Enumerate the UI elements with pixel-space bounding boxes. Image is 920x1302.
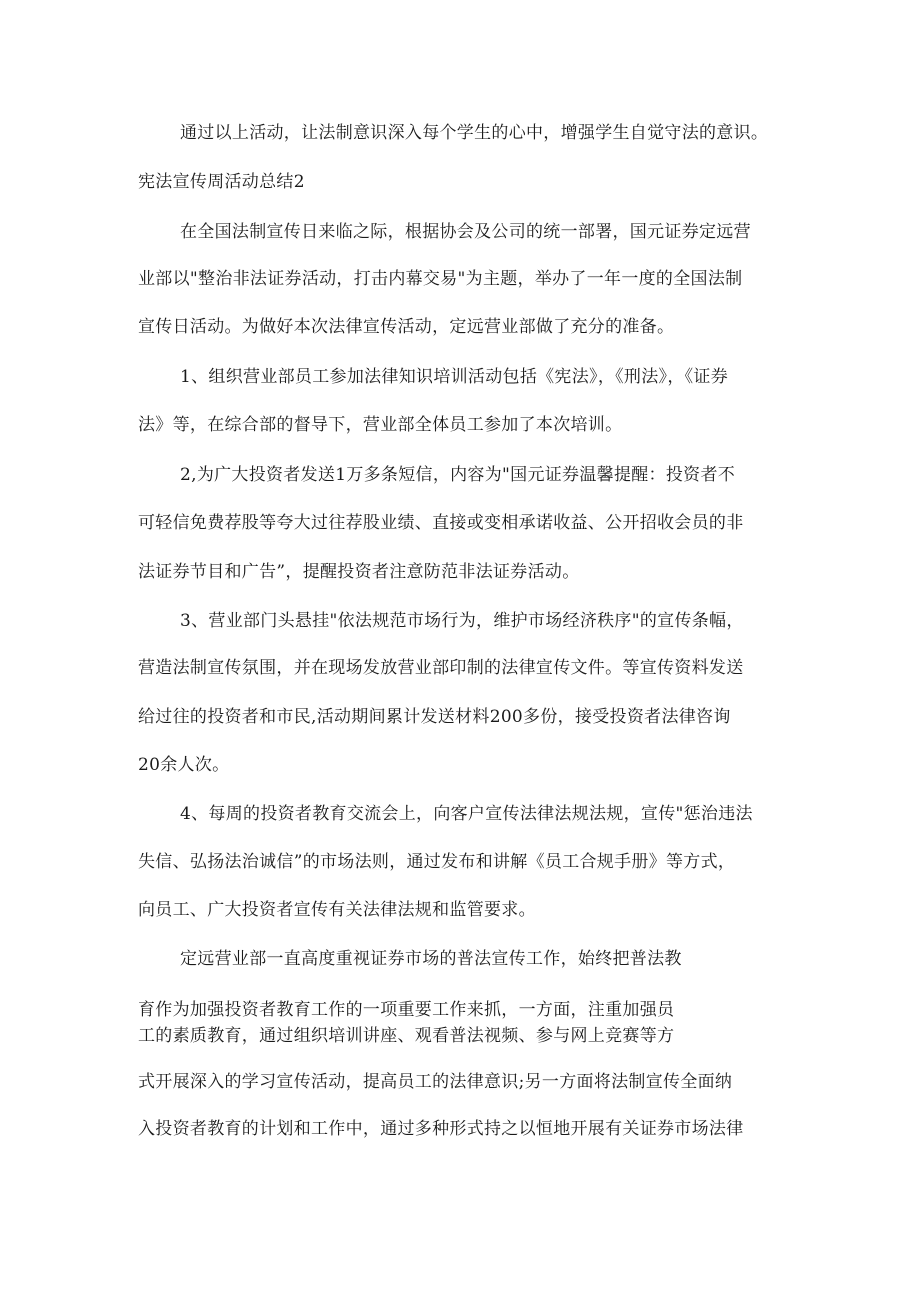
paragraph-line: 在全国法制宣传日来临之际，根据协会及公司的统一部署，国元证券定远营: [180, 222, 751, 242]
paragraph-line: 通过以上活动，让法制意识深入每个学生的心中，增强学生自觉守法的意识。: [180, 123, 769, 143]
paragraph-line: 定远营业部一直高度重视证券市场的普法宣传工作，始终把普法教: [180, 949, 682, 969]
paragraph-line: 1、组织营业部员工参加法律知识培训活动包括《宪法》，《刑法》，《证券: [180, 367, 729, 387]
paragraph-line: 给过往的投资者和市民,活动期间累计发送材料200多份，接受投资者法律咨询: [138, 707, 731, 727]
paragraph-line: 业部以"整治非法证券活动，打击内幕交易"为主题，举办了一年一度的全国法制: [138, 269, 743, 289]
paragraph-line: 失信、弘扬法治诚信”的市场法则，通过发布和讲解《员工合规手册》等方式，: [138, 852, 736, 872]
paragraph-line: 育作为加强投资者教育工作的一项重要工作来抓，一方面，注重加强员: [138, 1000, 675, 1020]
paragraph-line: 工的素质教育，通过组织培训讲座、观看普法视频、参与网上竞赛等方: [138, 1026, 675, 1046]
paragraph-line: 营造法制宣传氛围，并在现场发放营业部印制的法律宣传文件。等宣传资料发送: [138, 658, 744, 678]
paragraph-line: 法证券节目和广告”，提醒投资者注意防范非法证券活动。: [138, 562, 580, 582]
paragraph-line: 入投资者教育的计划和工作中，通过多种形式持之以恒地开展有关证券市场法律: [138, 1119, 744, 1139]
paragraph-line: 3、营业部门头悬挂"依法规范市场行为，维护市场经济秩序"的宣传条幅，: [180, 611, 744, 631]
paragraph-line: 向员工、广大投资者宣传有关法律法规和监管要求。: [138, 900, 536, 920]
paragraph-line: 20余人次。: [138, 755, 230, 775]
paragraph-line: 2,为广大投资者发送1万多条短信，内容为"国元证券温馨提醒：投资者不: [180, 465, 736, 485]
section-heading: 宪法宣传周活动总结2: [138, 172, 305, 192]
paragraph-line: 可轻信免费荐股等夸大过往荐股业绩、直接或变相承诺收益、公开招收会员的非: [138, 513, 744, 533]
paragraph-line: 宣传日活动。为做好本次法律宣传活动，定远营业部做了充分的准备。: [138, 317, 675, 337]
paragraph-line: 式开展深入的学习宣传活动，提高员工的法律意识;另一方面将法制宣传全面纳: [138, 1072, 733, 1092]
paragraph-line: 4、每周的投资者教育交流会上，向客户宣传法律法规法规，宣传"惩治违法: [180, 804, 753, 824]
paragraph-line: 法》等，在综合部的督导下，营业部全体员工参加了本次培训。: [138, 415, 623, 435]
